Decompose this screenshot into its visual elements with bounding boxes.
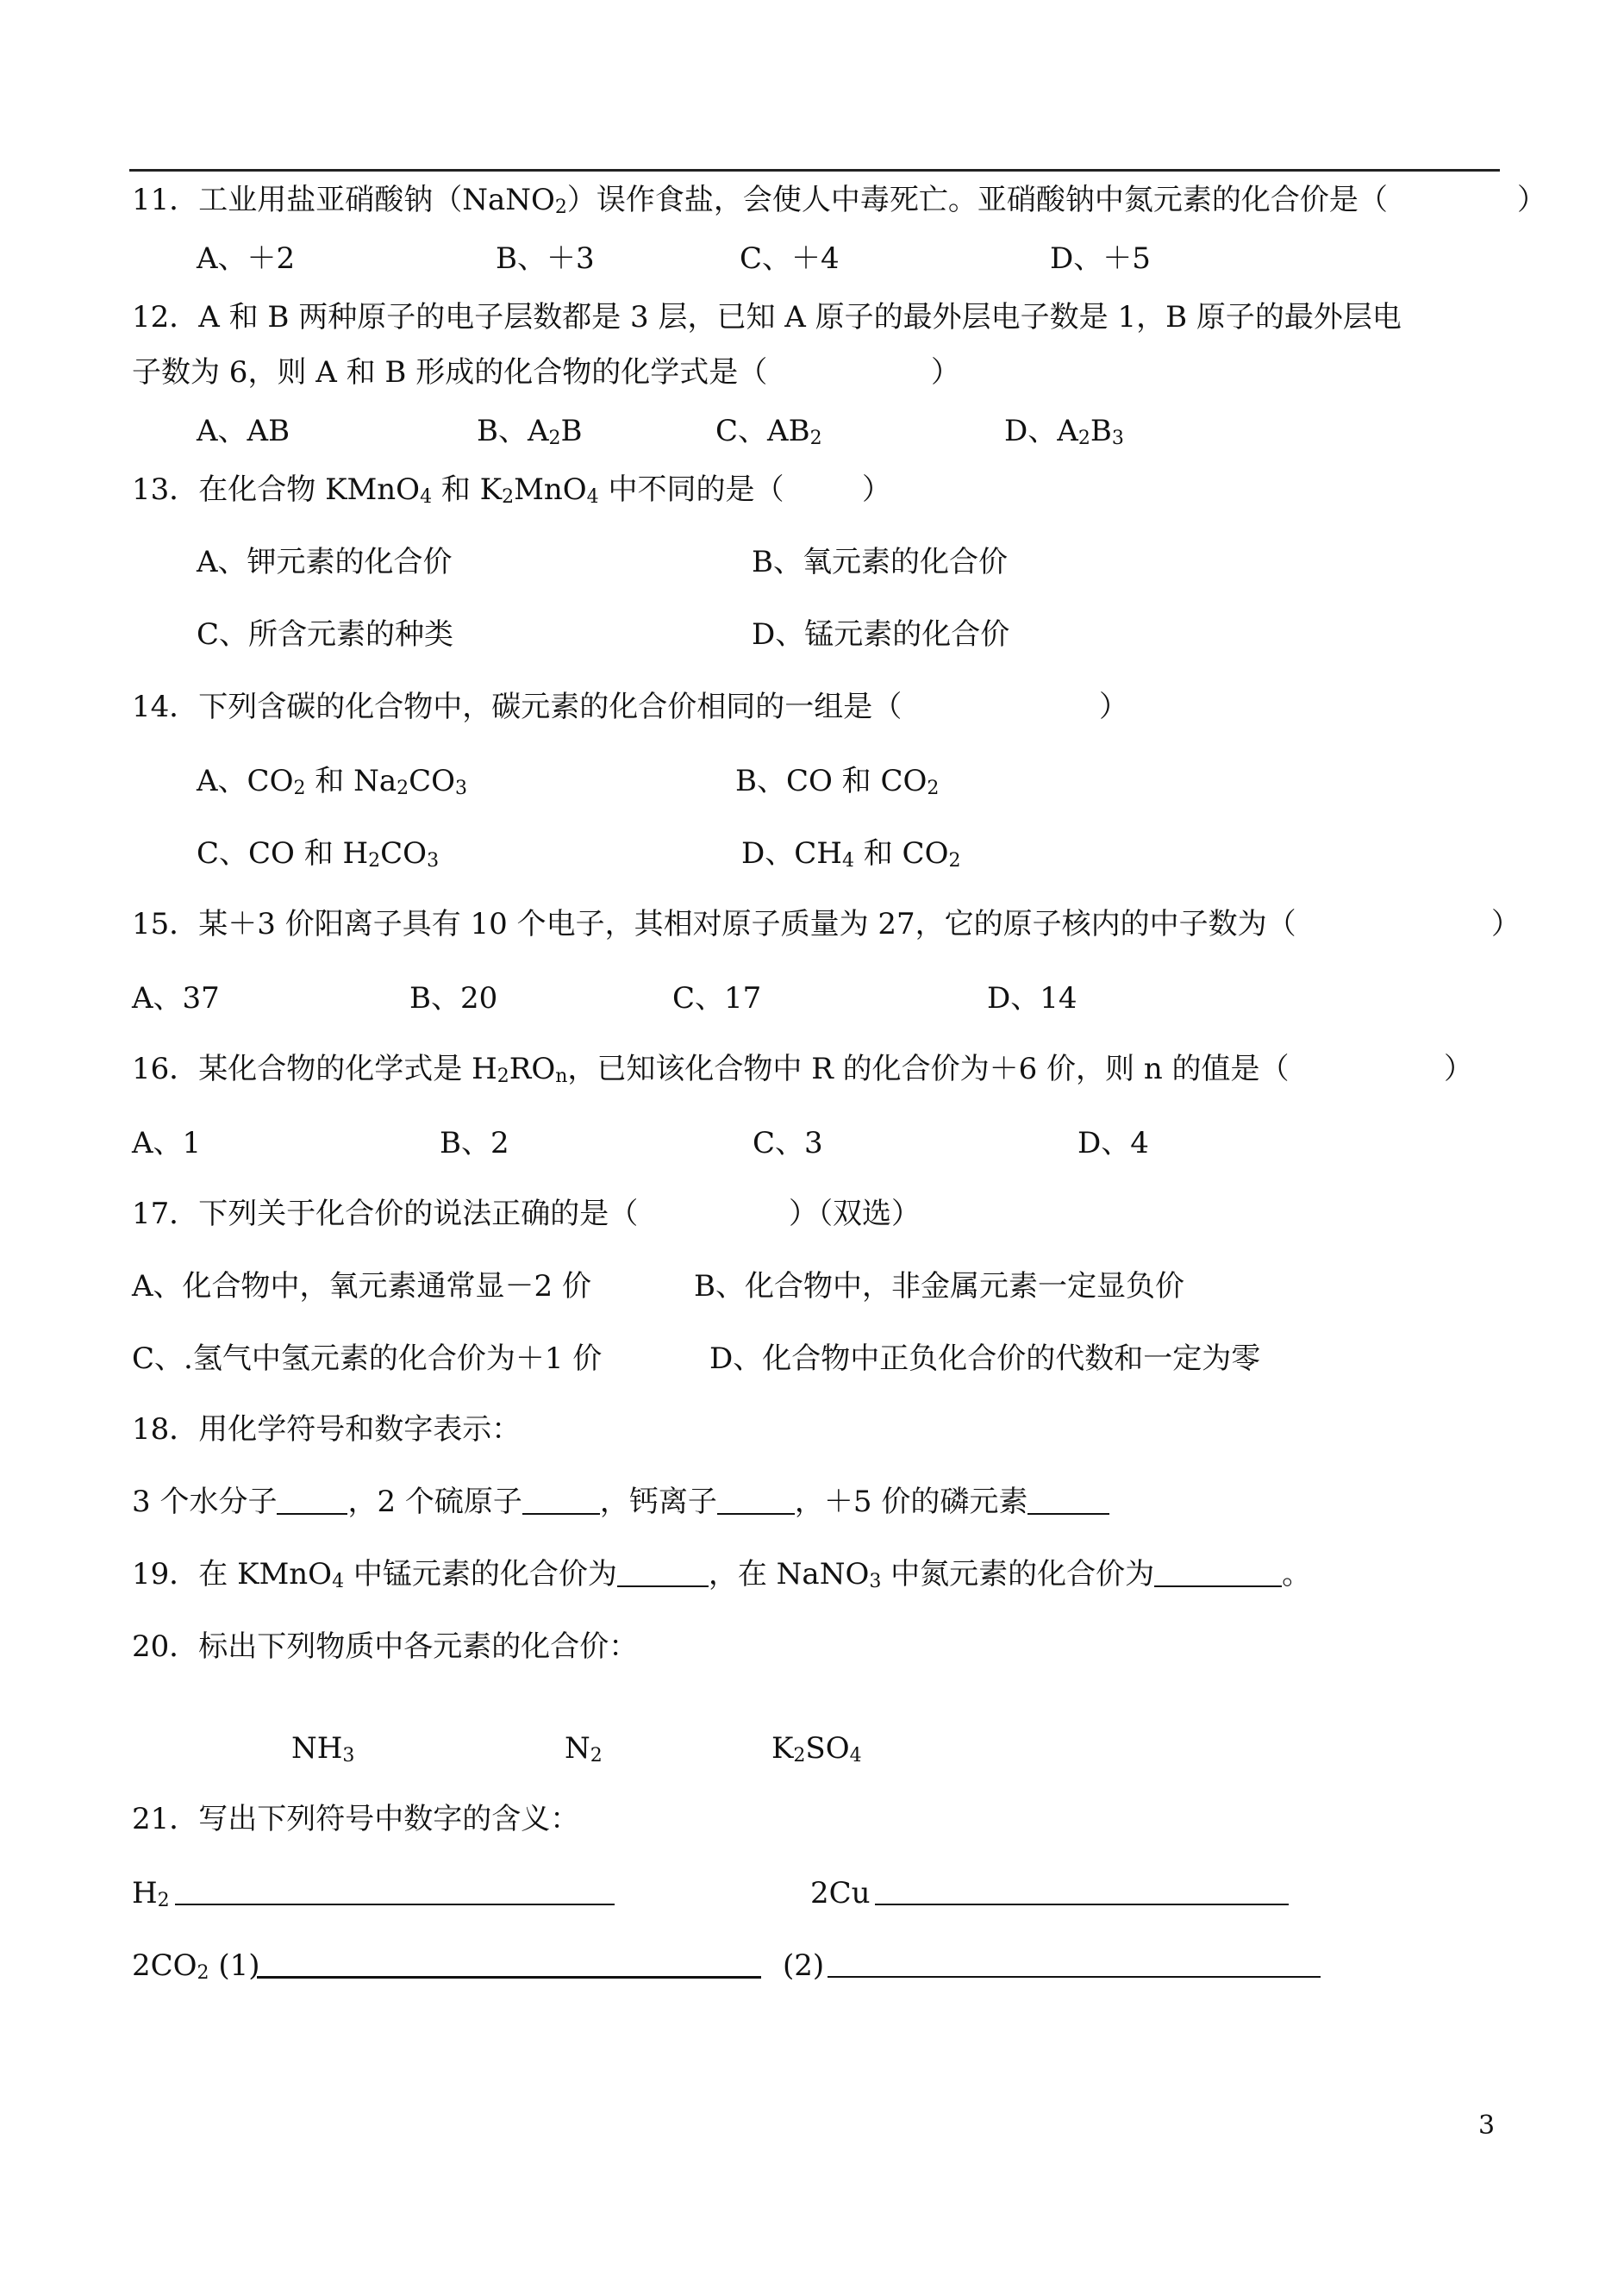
q14-option-a: A、$CO_2$ 和 $Na_2CO_3$ [197,764,467,799]
q21-symbol-2co2: $2CO_2$ (1) [132,1948,260,1984]
q15-paren-close: ） [1491,907,1521,941]
q13-option-a: A、钾元素的化合价 [197,545,453,579]
question-12-stem-line1: 12．A 和 B 两种原子的电子层数都是 3 层，已知 A 原子的最外层电子数是 1，B 原子的最外层电 [132,300,1402,335]
q13-option-d: D、锰元素的化合价 [752,617,1010,652]
answer-line[interactable] [828,1950,1321,1978]
q21-symbol-h2: $H_2$ [132,1876,170,1911]
answer-blank[interactable] [277,1487,347,1515]
q17-option-d: D、化合物中正负化合价的代数和一定为零 [709,1341,1261,1376]
q16-option-a: A、1 [132,1126,202,1160]
q14-option-d: D、$CH_4$ 和 $CO_2$ [741,836,961,872]
q16-paren-close: ） [1444,1052,1473,1086]
q17-option-b: B、化合物中，非金属元素一定显负价 [694,1269,1184,1304]
q15-option-d: D、14 [987,981,1077,1016]
question-11-stem: 11．工业用盐亚硝酸钠（NaNO$_2$）误作食盐，会使人中毒死亡。亚硝酸钠中氮元素的化合价是（ [132,183,1388,218]
q13-option-c: C、所含元素的种类 [197,617,454,652]
answer-blank[interactable] [1154,1560,1282,1587]
q20-formula-k2so4: $K_2SO_4$ [771,1731,862,1767]
q17-option-c: C、.氢气中氢元素的化合价为＋1 价 [132,1341,603,1376]
q16-option-c: C、3 [753,1126,823,1160]
question-13-stem: 13．在化合物 KMnO$_4$ 和 $K_2MnO_4$ 中不同的是（ [132,472,784,508]
q12-option-d: D、$A_2B_3$ [1004,414,1124,449]
question-15-stem: 15．某＋3 价阳离子具有 10 个电子，其相对原子质量为 27，它的原子核内的中子数为（ [132,907,1296,941]
q11-option-a: A、＋2 [197,241,296,276]
question-16-stem: 16．某化合物的化学式是 $H_2RO_n$，已知该化合物中 R 的化合价为＋6 价，则 n 的值是（ [132,1052,1290,1087]
q11-option-b: B、＋3 [496,241,595,276]
q15-option-a: A、37 [132,981,220,1016]
question-21-stem: 21．写出下列符号中数字的含义： [132,1802,580,1836]
page-number: 3 [1478,2111,1496,2141]
q16-option-d: D、4 [1077,1126,1149,1160]
q11-option-c: C、＋4 [740,241,840,276]
question-11-paren-close: ） [1517,183,1546,217]
q12-paren-close: ） [931,355,960,390]
q15-option-c: C、17 [672,981,762,1016]
q21-symbol-2cu: 2Cu [810,1876,871,1910]
question-17-stem: 17．下列关于化合价的说法正确的是（ [132,1197,639,1231]
q14-option-b: B、CO 和 $CO_2$ [735,764,940,799]
q12-option-a: A、AB [197,414,290,448]
header-rule [129,169,1500,172]
q12-option-b: B、$A_2B$ [477,414,583,449]
q12-option-c: C、$AB_2$ [715,414,822,449]
question-20-stem: 20．标出下列物质中各元素的化合价： [132,1629,639,1664]
q15-option-b: B、20 [409,981,498,1016]
answer-line[interactable] [257,1950,761,1979]
q20-formula-n2: $N_2$ [565,1731,603,1767]
q13-option-b: B、氧元素的化合价 [752,545,1008,579]
q17-option-a: A、化合物中，氧元素通常显－2 价 [132,1269,591,1304]
answer-blank[interactable] [522,1487,600,1515]
answer-line[interactable] [875,1878,1289,1905]
question-14-stem: 14．下列含碳的化合物中，碳元素的化合价相同的一组是（ [132,690,903,724]
q20-formula-nh3: $NH_3$ [291,1731,355,1767]
question-19-stem: 19．在 KMnO$_4$ 中锰元素的化合价为 ，在 NaNO$_3$ 中氮元素的化合价为 。 [132,1557,1312,1592]
answer-blank[interactable] [617,1560,709,1587]
q13-paren-close: ） [862,472,891,507]
q17-paren-close: ）（双选） [789,1197,921,1231]
answer-line[interactable] [175,1878,615,1905]
question-18-blanks: 3 个水分子 ，2 个硫原子 ，钙离子 ，＋5 价的磷元素 [132,1483,1109,1521]
answer-blank[interactable] [717,1487,795,1515]
q14-paren-close: ） [1099,690,1128,724]
q16-option-b: B、2 [440,1126,509,1160]
q11-option-d: D、＋5 [1050,241,1151,276]
answer-blank[interactable] [1027,1487,1109,1515]
q14-option-c: C、CO 和 $H_2CO_3$ [197,836,440,872]
question-18-stem: 18．用化学符号和数字表示： [132,1412,522,1447]
q21-part-2-label: (2) [783,1948,825,1983]
question-12-stem-line2: 子数为 6，则 A 和 B 形成的化合物的化学式是（ [132,355,768,390]
